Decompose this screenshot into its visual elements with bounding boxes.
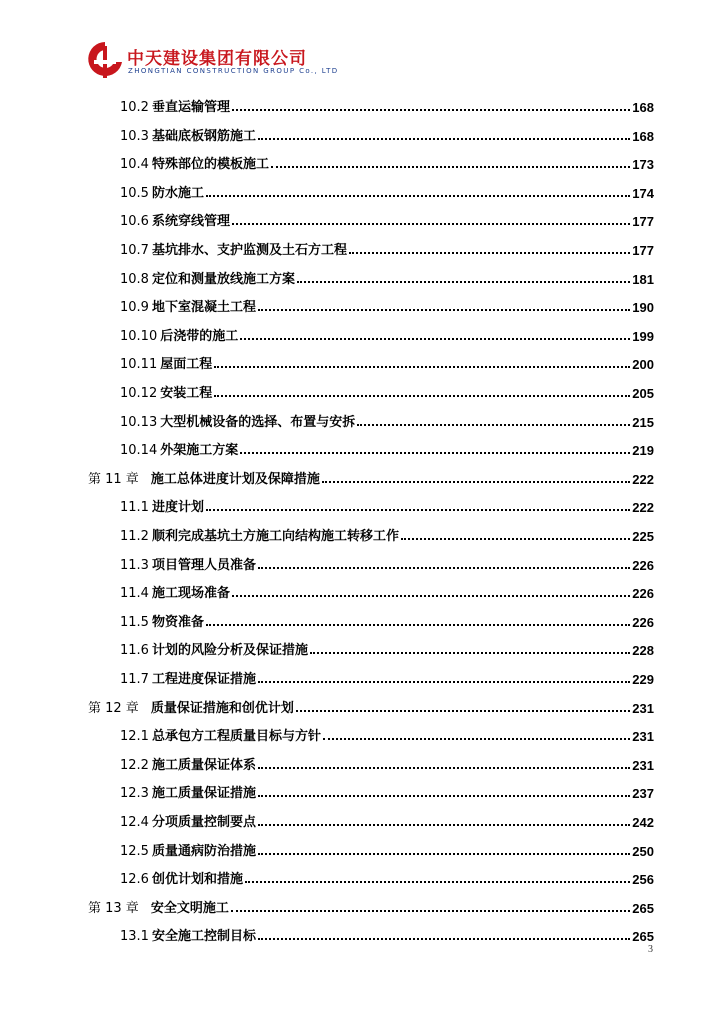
toc-entry-title: 系统穿线管理	[151, 214, 230, 230]
toc-entry-number: 11.7	[120, 672, 149, 687]
toc-dot-leader	[258, 567, 630, 569]
toc-entry-number: 10.11	[120, 357, 158, 373]
toc-section-entry[interactable]	[120, 833, 654, 859]
toc-entry-title: 施工总体进度计划及保障措施	[150, 471, 320, 487]
toc-entry-title: 工程进度保证措施	[151, 672, 256, 687]
toc-dot-leader	[258, 767, 630, 769]
toc-section-entry[interactable]	[120, 175, 654, 201]
toc-entry-number: 10.10	[120, 328, 158, 344]
toc-dot-leader	[206, 195, 630, 197]
toc-entry-title: 计划的风险分析及保证措施	[151, 643, 308, 659]
toc-entry-title: 特殊部位的模板施工	[151, 157, 269, 173]
toc-entry-number: 10.9	[120, 300, 149, 316]
toc-entry-title: 安全施工控制目标	[151, 929, 256, 945]
toc-entry-number: 12.2	[120, 757, 149, 773]
toc-entry-title: 质量通病防治措施	[151, 843, 256, 859]
toc-entry-title: 施工现场准备	[151, 586, 230, 602]
company-name-cn: 中天建设集团有限公司	[127, 49, 307, 69]
toc-dot-leader	[232, 223, 630, 225]
toc-entry-number: 10.4	[120, 157, 149, 173]
toc-dot-leader	[258, 824, 630, 826]
toc-section-entry[interactable]	[120, 375, 654, 401]
toc-entry-number: 10.6	[120, 214, 149, 230]
toc-entry-title: 基础底板钢筋施工	[151, 128, 256, 144]
toc-dot-leader	[214, 395, 630, 397]
toc-entry-number: 11.1	[120, 500, 149, 516]
toc-entry-number: 10.14	[120, 443, 158, 459]
toc-entry-page: 226	[632, 586, 654, 602]
toc-entry-number: 11.6	[120, 643, 149, 659]
toc-section-entry[interactable]	[120, 261, 654, 287]
toc-dot-leader	[232, 595, 630, 597]
toc-entry-page: 242	[632, 815, 654, 830]
toc-entry-page: 199	[632, 328, 654, 344]
toc-section-entry[interactable]	[120, 289, 654, 315]
toc-entry-title: 大型机械设备的选择、布置与安拆	[160, 414, 356, 430]
toc-entry-page: 215	[632, 414, 654, 430]
toc-section-entry[interactable]	[120, 804, 654, 830]
toc-section-entry[interactable]	[120, 632, 654, 658]
toc-entry-title: 外架施工方案	[160, 443, 239, 459]
toc-entry-title: 物资准备	[151, 614, 204, 630]
toc-entry-number: 13.1	[120, 929, 149, 945]
toc-section-entry[interactable]	[120, 232, 654, 258]
toc-entry-page: 181	[632, 271, 654, 287]
toc-entry-number: 12.4	[120, 815, 149, 830]
toc-entry-page: 222	[632, 500, 654, 516]
company-name-en: ZHONGTIAN CONSTRUCTION GROUP Co., LTD	[128, 67, 339, 75]
toc-entry-title: 垂直运输管理	[151, 100, 230, 115]
toc-section-entry[interactable]	[120, 718, 654, 744]
toc-entry-number: 12.3	[120, 786, 149, 802]
toc-entry-number: 10.2	[120, 100, 149, 115]
toc-section-entry[interactable]	[120, 346, 654, 372]
toc-chapter-entry[interactable]	[88, 461, 654, 487]
toc-section-entry[interactable]	[120, 861, 654, 887]
toc-entry-number: 10.3	[120, 128, 149, 144]
toc-entry-title: 防水施工	[151, 185, 204, 201]
toc-dot-leader	[296, 710, 630, 712]
toc-dot-leader	[245, 881, 630, 883]
toc-dot-leader	[323, 738, 630, 740]
toc-entry-number: 11.4	[120, 586, 149, 602]
toc-section-entry[interactable]	[120, 604, 654, 630]
toc-entry-title: 质量保证措施和创优计划	[150, 700, 294, 716]
toc-section-entry[interactable]	[120, 146, 654, 172]
toc-dot-leader	[357, 424, 630, 426]
toc-dot-leader	[401, 538, 630, 540]
toc-entry-title: 安装工程	[160, 386, 213, 401]
toc-entry-page: 265	[632, 900, 654, 916]
toc-entry-title: 项目管理人员准备	[151, 557, 256, 573]
company-logo-icon	[86, 40, 124, 80]
toc-entry-number: 11.5	[120, 614, 149, 630]
toc-entry-page: 229	[632, 672, 654, 687]
toc-entry-page: 177	[632, 243, 654, 258]
toc-dot-leader	[232, 109, 630, 111]
toc-section-entry[interactable]	[120, 661, 654, 687]
toc-entry-title: 创优计划和措施	[151, 872, 243, 888]
toc-entry-page: 226	[632, 557, 654, 573]
toc-section-entry[interactable]	[120, 318, 654, 344]
page-number: 3	[648, 944, 653, 955]
toc-section-entry[interactable]	[120, 489, 654, 515]
toc-entry-page: 174	[632, 185, 654, 201]
toc-dot-leader	[349, 252, 630, 254]
toc-entry-page: 237	[632, 786, 654, 802]
toc-entry-number: 第 11 章	[88, 471, 139, 487]
toc-entry-page: 219	[632, 443, 654, 459]
toc-dot-leader	[258, 309, 630, 311]
toc-entry-page: 173	[632, 157, 654, 173]
toc-entry-number: 10.7	[120, 243, 149, 258]
toc-entry-number: 10.8	[120, 271, 149, 287]
toc-dot-leader	[258, 853, 630, 855]
toc-entry-title: 施工质量保证体系	[151, 757, 256, 773]
toc-dot-leader	[231, 910, 630, 912]
page-header	[86, 40, 646, 84]
toc-entry-page: 205	[632, 386, 654, 401]
toc-entry-page: 265	[632, 929, 654, 945]
toc-section-entry[interactable]	[120, 404, 654, 430]
toc-section-entry[interactable]	[120, 918, 654, 944]
toc-entry-page: 225	[632, 529, 654, 544]
toc-entry-title: 屋面工程	[160, 357, 213, 373]
toc-entry-title: 后浇带的施工	[160, 328, 239, 344]
toc-entry-title: 进度计划	[151, 500, 204, 516]
toc-entry-page: 177	[632, 214, 654, 230]
toc-entry-number: 第 12 章	[88, 700, 139, 716]
toc-dot-leader	[206, 509, 630, 511]
toc-entry-number: 11.2	[120, 529, 149, 544]
toc-entry-page: 231	[632, 700, 654, 716]
toc-entry-number: 10.12	[120, 386, 158, 401]
toc-entry-page: 250	[632, 843, 654, 859]
toc-section-entry[interactable]	[120, 747, 654, 773]
toc-dot-leader	[240, 338, 630, 340]
toc-section-entry[interactable]	[120, 118, 654, 144]
toc-entry-title: 基坑排水、支护监测及土石方工程	[151, 243, 347, 258]
toc-entry-title: 总承包方工程质量目标与方针	[151, 729, 321, 745]
toc-section-entry[interactable]	[120, 518, 654, 544]
toc-entry-page: 256	[632, 872, 654, 888]
toc-entry-page: 228	[632, 643, 654, 659]
toc-entry-page: 168	[632, 128, 654, 144]
toc-entry-title: 安全文明施工	[150, 900, 229, 916]
toc-chapter-entry[interactable]	[88, 690, 654, 716]
toc-dot-leader	[271, 166, 630, 168]
toc-entry-number: 12.6	[120, 872, 149, 888]
toc-dot-leader	[258, 938, 630, 940]
toc-dot-leader	[206, 624, 630, 626]
toc-entry-title: 顺利完成基坑土方施工向结构施工转移工作	[151, 529, 399, 544]
toc-entry-number: 10.5	[120, 185, 149, 201]
toc-section-entry[interactable]	[120, 575, 654, 601]
toc-entry-page: 231	[632, 757, 654, 773]
toc-entry-page: 200	[632, 357, 654, 373]
toc-entry-title: 分项质量控制要点	[151, 815, 256, 830]
toc-entry-number: 第 13 章	[88, 900, 139, 916]
toc-entry-page: 222	[632, 471, 654, 487]
toc-chapter-entry[interactable]	[88, 890, 654, 916]
toc-entry-page: 168	[632, 100, 654, 115]
toc-dot-leader	[258, 138, 630, 140]
toc-dot-leader	[258, 795, 630, 797]
toc-dot-leader	[240, 452, 630, 454]
toc-section-entry[interactable]	[120, 203, 654, 229]
toc-section-entry[interactable]	[120, 775, 654, 801]
toc-entry-number: 12.5	[120, 843, 149, 859]
toc-dot-leader	[322, 481, 630, 483]
toc-dot-leader	[297, 281, 630, 283]
toc-entry-page: 226	[632, 614, 654, 630]
toc-dot-leader	[310, 652, 630, 654]
toc-entry-page: 231	[632, 729, 654, 745]
toc-section-entry[interactable]	[120, 89, 654, 115]
toc-entry-title: 定位和测量放线施工方案	[151, 271, 295, 287]
toc-dot-leader	[258, 681, 630, 683]
toc-entry-number: 11.3	[120, 557, 149, 573]
toc-entry-title: 施工质量保证措施	[151, 786, 256, 802]
toc-entry-number: 10.13	[120, 414, 158, 430]
toc-entry-title: 地下室混凝土工程	[151, 300, 256, 316]
toc-dot-leader	[214, 366, 630, 368]
toc-entry-number: 12.1	[120, 729, 149, 745]
toc-section-entry[interactable]	[120, 547, 654, 573]
toc-entry-page: 190	[632, 300, 654, 316]
toc-section-entry[interactable]	[120, 432, 654, 458]
